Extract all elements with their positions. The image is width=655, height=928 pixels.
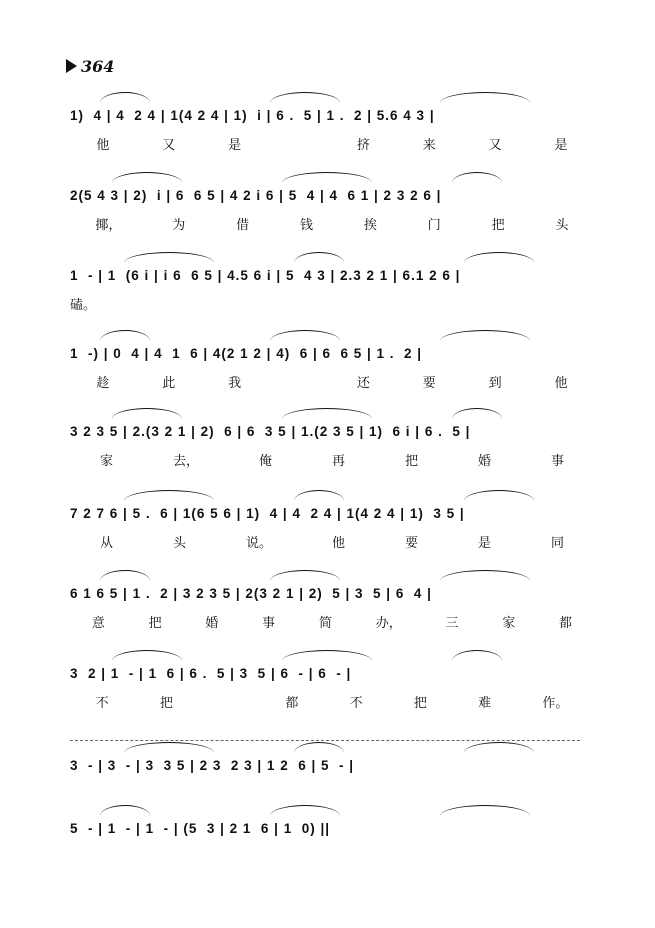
- slur-mark: [112, 408, 182, 419]
- notation-text: 1 -) | 0 4 | 4 1 6 | 4(2 1 2 | 4) 6 | 6 6 5 | 1 . 2 |: [70, 346, 423, 361]
- lyric-word: 他: [331, 536, 345, 551]
- slur-mark: [100, 92, 150, 103]
- lyric-word: 把: [404, 454, 418, 469]
- slur-mark: [100, 805, 150, 816]
- slur-mark: [452, 408, 502, 419]
- lyric-word: 都: [285, 696, 299, 711]
- notation-text: 1 - | 1 (6 i | i 6 6 5 | 4.5 6 i | 5 4 3 | 2.3 2 1 | 6.1 2 6 |: [70, 268, 461, 283]
- slur-mark: [440, 570, 530, 581]
- lyric-word: 作。: [542, 696, 569, 711]
- lyric-word: 把: [148, 616, 162, 631]
- lyrics-line: [70, 294, 594, 313]
- lyric-word: 揶，: [95, 218, 122, 233]
- lyric-word: 俺: [258, 454, 272, 469]
- slur-mark: [270, 570, 340, 581]
- lyric-word: 说。: [245, 536, 272, 551]
- lyrics-line: [70, 214, 594, 233]
- slur-mark: [282, 408, 372, 419]
- slur-mark: [112, 650, 182, 661]
- lyric-word: 把: [491, 218, 505, 233]
- lyric-word: 趁: [96, 376, 110, 391]
- lyric-word: 家: [502, 616, 516, 631]
- slur-mark: [270, 330, 340, 341]
- lyric-word: 婚: [477, 454, 491, 469]
- score-line: [60, 490, 594, 551]
- lyric-word: 要: [422, 376, 436, 391]
- lyric-word: 到: [488, 376, 502, 391]
- lyric-word: 是: [228, 138, 242, 153]
- score-line: [60, 330, 594, 391]
- slur-mark: [124, 742, 214, 753]
- lyric-word: 挨: [363, 218, 377, 233]
- page-number: 364: [81, 56, 115, 76]
- lyric-word: 头: [555, 218, 569, 233]
- lyric-word: 事: [262, 616, 276, 631]
- slur-mark: [464, 490, 534, 501]
- lyric-word: 再: [331, 454, 345, 469]
- notation-text: 6 1 6 5 | 1 . 2 | 3 2 3 5 | 2(3 2 1 | 2) 5 | 3 5 | 6 4 |: [70, 586, 432, 601]
- slur-mark: [440, 805, 530, 816]
- lyric-word: 又: [488, 138, 502, 153]
- lyric-word: 不: [349, 696, 363, 711]
- score-line: [60, 570, 594, 631]
- lyric-word: 办，: [375, 616, 402, 631]
- score-line: [60, 172, 594, 233]
- lyric-word: 是: [554, 138, 568, 153]
- score-line: [60, 805, 594, 855]
- lyrics-line: [70, 692, 594, 711]
- lyric-word: 婚: [205, 616, 219, 631]
- lyric-word: 为: [172, 218, 186, 233]
- slur-mark: [464, 742, 534, 753]
- lyric-word: 家: [99, 454, 113, 469]
- slur-mark: [282, 650, 372, 661]
- lyric-word: 同: [550, 536, 564, 551]
- slur-mark: [100, 330, 150, 341]
- lyrics-line: [70, 450, 594, 469]
- notation-text: 7 2 7 6 | 5 . 6 | 1(6 5 6 | 1) 4 | 4 2 4 | 1(4 2 4 | 1) 3 5 |: [70, 506, 465, 521]
- notation-text: 3 2 | 1 - | 1 6 | 6 . 5 | 3 5 | 6 - | 6 - |: [70, 666, 352, 681]
- lyric-word: 意: [91, 616, 105, 631]
- lyrics-line: [70, 612, 594, 631]
- lyric-word: 事: [550, 454, 564, 469]
- slur-mark: [282, 172, 372, 183]
- lyric-word: 把: [413, 696, 427, 711]
- slur-mark: [124, 252, 214, 263]
- section-divider: [70, 740, 580, 742]
- lyric-word: 借: [236, 218, 250, 233]
- slur-mark: [294, 490, 344, 501]
- notation-text: 2(5 4 3 | 2) i | 6 6 5 | 4 2 i 6 | 5 4 | 4 6 1 | 2 3 2 6 |: [70, 188, 442, 203]
- notation-text: 3 2 3 5 | 2.(3 2 1 | 2) 6 | 6 3 5 | 1.(2 3 5 | 1) 6 i | 6 . 5 |: [70, 424, 471, 439]
- slur-mark: [270, 805, 340, 816]
- slur-mark: [452, 650, 502, 661]
- slur-mark: [294, 742, 344, 753]
- score-line: [60, 408, 594, 469]
- slur-mark: [464, 252, 534, 263]
- lyric-word: 挤: [356, 138, 370, 153]
- score-line: [60, 742, 594, 792]
- lyric-word: 此: [162, 376, 176, 391]
- notation-text: 5 - | 1 - | 1 - | (5 3 | 2 1 6 | 1 0) ||: [70, 821, 331, 836]
- lyric-word: 不: [95, 696, 109, 711]
- slur-mark: [270, 92, 340, 103]
- slur-mark: [440, 330, 530, 341]
- lyric-word: 又: [162, 138, 176, 153]
- lyric-word: 他: [554, 376, 568, 391]
- slur-mark: [112, 172, 182, 183]
- score-line: [60, 650, 594, 711]
- lyric-word: 难: [478, 696, 492, 711]
- slur-mark: [294, 252, 344, 263]
- score-line: [60, 252, 594, 313]
- lyric-word: 还: [356, 376, 370, 391]
- slur-mark: [440, 92, 530, 103]
- lyric-word: 我: [228, 376, 242, 391]
- notation-text: 1) 4 | 4 2 4 | 1(4 2 4 | 1) i | 6 . 5 | 1 . 2 | 5.6 4 3 |: [70, 108, 435, 123]
- slur-mark: [452, 172, 502, 183]
- lyric-word: 简: [318, 616, 332, 631]
- score-line: [60, 92, 594, 153]
- notation-text: 3 - | 3 - | 3 3 5 | 2 3 2 3 | 1 2 6 | 5 - |: [70, 758, 355, 773]
- lyric-word: 是: [477, 536, 491, 551]
- lyric-word: [294, 372, 304, 391]
- lyric-word: 磕。: [70, 298, 97, 313]
- page-arrow-icon: [66, 59, 77, 73]
- lyric-word: 他: [96, 138, 110, 153]
- lyric-word: 都: [559, 616, 573, 631]
- lyrics-line: [70, 134, 594, 153]
- lyric-word: 从: [99, 536, 113, 551]
- lyric-word: 要: [404, 536, 418, 551]
- lyric-word: 钱: [300, 218, 314, 233]
- lyrics-line: [70, 372, 594, 391]
- lyric-word: 门: [427, 218, 441, 233]
- page-header: [66, 54, 114, 78]
- slur-mark: [100, 570, 150, 581]
- slur-mark: [124, 490, 214, 501]
- lyric-word: 来: [422, 138, 436, 153]
- lyric-word: 去，: [172, 454, 199, 469]
- lyric-word: 三: [445, 616, 459, 631]
- lyric-word: 把: [159, 696, 173, 711]
- lyric-word: 头: [172, 536, 186, 551]
- lyrics-line: [70, 532, 594, 551]
- lyric-word: [224, 692, 234, 711]
- lyric-word: [294, 134, 304, 153]
